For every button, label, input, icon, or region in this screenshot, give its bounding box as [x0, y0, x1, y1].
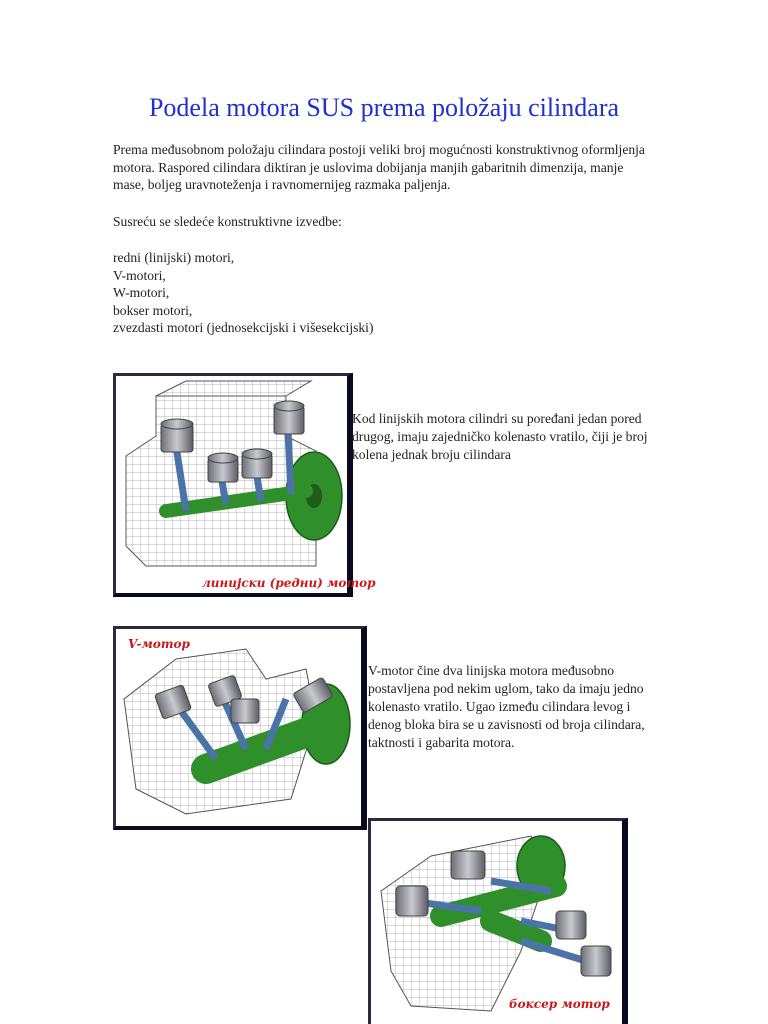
boxer-engine-illustration [371, 821, 622, 1024]
boxer-engine-label: боксер мотор [509, 997, 610, 1011]
list-item: V-motori, [113, 267, 166, 283]
v-engine-illustration [116, 629, 361, 826]
lead-paragraph: Prema međusobnom položaju cilindara postoji veliki broj mogućnosti konstruktivnog oformljenja motora. Raspored cilindara diktiran je uslovima dobijanja manjih gabaritnih dimenzija, manje mase, boljeg uravnoteženja i ravnomernijeg razmaka paljenja. [113, 142, 645, 193]
v-engine-caption: V-motor čine dva linijska motora međusobno postavljena pod nekim uglom, tako da imaju jedno kolenasto vratilo. Ugao između cilindara levog i denog bloka bira se u zavisnosti od broja cilindara, taktnosti i gabarita motora. [368, 663, 645, 750]
inline-engine-figure [113, 373, 376, 597]
boxer-engine-figure [368, 818, 628, 1024]
v-engine-figure [113, 626, 367, 830]
inline-engine-label: линијски (редни) мотор [202, 576, 376, 590]
v-engine-label: V-мотор [128, 637, 190, 651]
list-item: W-motori, [113, 285, 170, 301]
intro-paragraph: Susreću se sledeće konstruktivne izvedbe: [113, 214, 342, 229]
list-item: bokser motori, [113, 302, 193, 318]
page-title: Podela motora SUS prema položaju cilindara [148, 93, 620, 122]
list-item: zvezdasti motori (jednosekcijski i višesekcijski) [113, 320, 374, 336]
list-item: redni (linijski) motori, [113, 250, 235, 265]
engine-type-list [113, 249, 374, 337]
inline-engine-caption: Kod linijskih motora cilindri su poređani jedan pored drugog, imaju zajedničko kolenasto vratilo, čiji je broj kolena jednak broju cilindara [352, 411, 648, 462]
inline-engine-illustration [116, 376, 348, 594]
